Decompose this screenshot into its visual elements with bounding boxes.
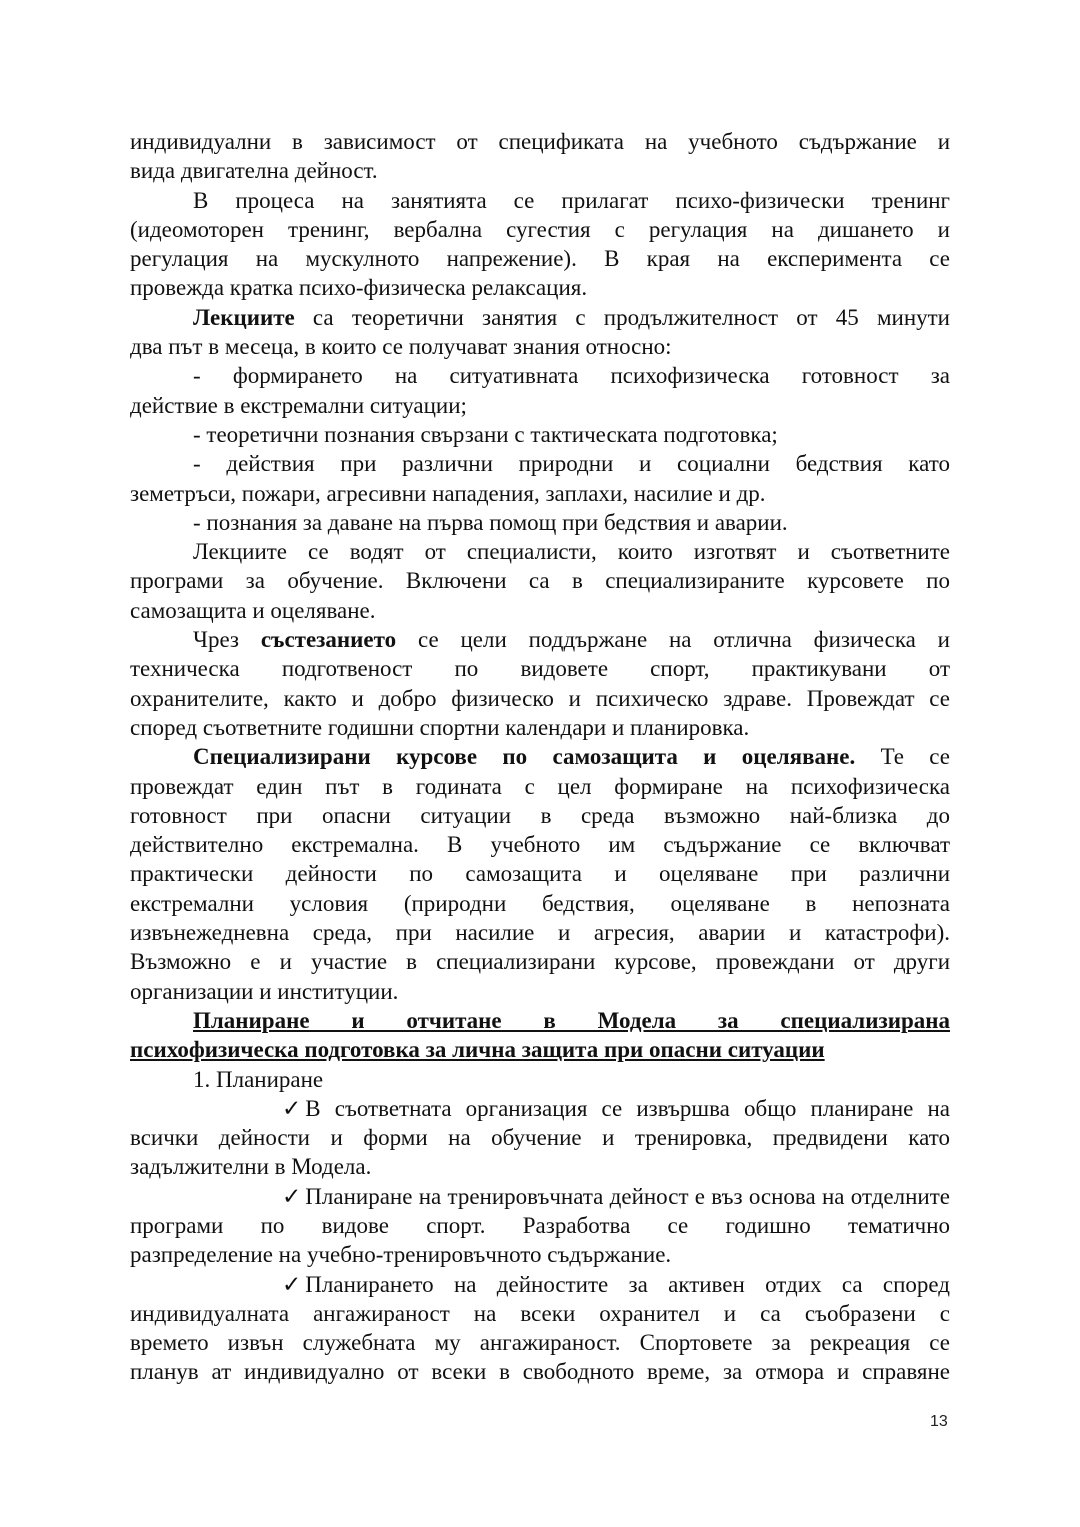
list-item: - действия при различни природни и социални бедствия като (193, 451, 950, 477)
paragraph-line: според съответните годишни спортни календари и планировка. (130, 714, 750, 740)
paragraph-line: планув ат индивидуално от всеки в свободното време, за отмора и справяне (130, 1359, 950, 1385)
paragraph-line: готовност при опасни ситуации в среда възможно най-близка до (130, 802, 950, 828)
paragraph-line: два път в месеца, в които се получават знания относно: (130, 334, 672, 360)
list-item: - познания за даване на първа помощ при бедствия и аварии. (193, 509, 788, 535)
paragraph-line: времето извън служебната му ангажираност. Спортовете за рекреация се (130, 1330, 950, 1356)
paragraph-line: разпределение на учебно-тренировъчното съдържание. (130, 1242, 672, 1268)
checklist-item: ✓ В съответната организация се извършва общо планиране на (130, 1094, 950, 1123)
paragraph-line: Чрез състезанието се цели поддържане на отлична физическа и (193, 627, 950, 653)
paragraph-line: В процеса на занятията се прилагат психо-физически тренинг (193, 187, 950, 213)
paragraph-line: вида двигателна дейност. (130, 158, 378, 184)
paragraph-line: провеждат един път в годината с цел формиране на психофизическа (130, 773, 950, 799)
paragraph-line: Специализирани курсове по самозащита и оцеляване. Те се (193, 744, 950, 770)
subheading: 1. Планиране (193, 1066, 324, 1092)
paragraph-line: Възможно е и участие в специализирани курсове, провеждани от други (130, 949, 950, 975)
paragraph-line: (идеомоторен тренинг, вербална сугестия с регулация на дишането и (130, 216, 950, 242)
page-number: 13 (930, 1413, 948, 1430)
paragraph-line: регулация на мускулното напрежение). В края на експеримента се (130, 246, 950, 272)
paragraph-line: Лекциите се водят от специалисти, които изготвят и съответните (193, 539, 950, 565)
paragraph-line: всички дейности и форми на обучение и тренировка, предвидени като (130, 1125, 950, 1151)
paragraph-line: задължителни в Модела. (130, 1154, 372, 1180)
list-item: действие в екстремални ситуации; (130, 392, 467, 418)
paragraph-line: действително екстремална. В учебното им съдържание се включват (130, 832, 950, 858)
document-page (130, 127, 950, 1387)
paragraph-line: индивидуални в зависимост от спецификата на учебното съдържание и (130, 129, 950, 154)
list-item: земетръси, пожари, агресивни нападения, заплахи, насилие и др. (130, 480, 766, 506)
paragraph-line: програми за обучение. Включени са в специализираните курсовете по (130, 568, 950, 594)
list-item: - теоретични познания свързани с тактическата подготовка; (193, 421, 778, 447)
paragraph-line: Лекциите са теоретични занятия с продължителност от 45 минути (193, 304, 950, 330)
bold-term: Специализирани курсове по самозащита и оцеляване. (193, 744, 856, 770)
list-item: - формирането на ситуативната психофизическа готовност за (193, 363, 950, 389)
paragraph-line: охранителите, както и добро физическо и психическо здраве. Провеждат се (130, 685, 950, 711)
paragraph-line: провежда кратка психо-физическа релаксация. (130, 275, 588, 301)
checklist-item: ✓ Планиране на тренировъчната дейност е въз основа на отделните (130, 1182, 950, 1211)
paragraph-line: техническа подготвеност по видовете спорт, практикувани от (130, 656, 950, 682)
checklist-item: ✓ Планирането на дейностите за активен отдих са според (130, 1270, 950, 1299)
bold-term: състезанието (260, 627, 397, 653)
checkmark-icon: ✓ (282, 1183, 302, 1209)
section-heading: психофизическа подготовка за лична защита при опасни ситуации (130, 1037, 825, 1063)
paragraph-line: индивидуалната ангажираност на всеки охранител и са съобразени с (130, 1300, 950, 1326)
checkmark-icon: ✓ (282, 1095, 302, 1121)
paragraph-line: извънежедневна среда, при насилие и агресия, аварии и катастрофи). (130, 920, 950, 946)
paragraph-line: практически дейности по самозащита и оцеляване при различни (130, 861, 950, 887)
paragraph-line: организации и институции. (130, 978, 399, 1004)
paragraph-line: програми по видове спорт. Разработва се годишно тематично (130, 1212, 950, 1238)
paragraph-line: самозащита и оцеляване. (130, 597, 376, 623)
bold-term: Лекциите (193, 304, 295, 330)
section-heading: Планиране и отчитане в Модела за специализирана (193, 1007, 950, 1033)
paragraph-line: екстремални условия (природни бедствия, оцеляване в непозната (130, 890, 950, 916)
checkmark-icon: ✓ (282, 1271, 302, 1297)
